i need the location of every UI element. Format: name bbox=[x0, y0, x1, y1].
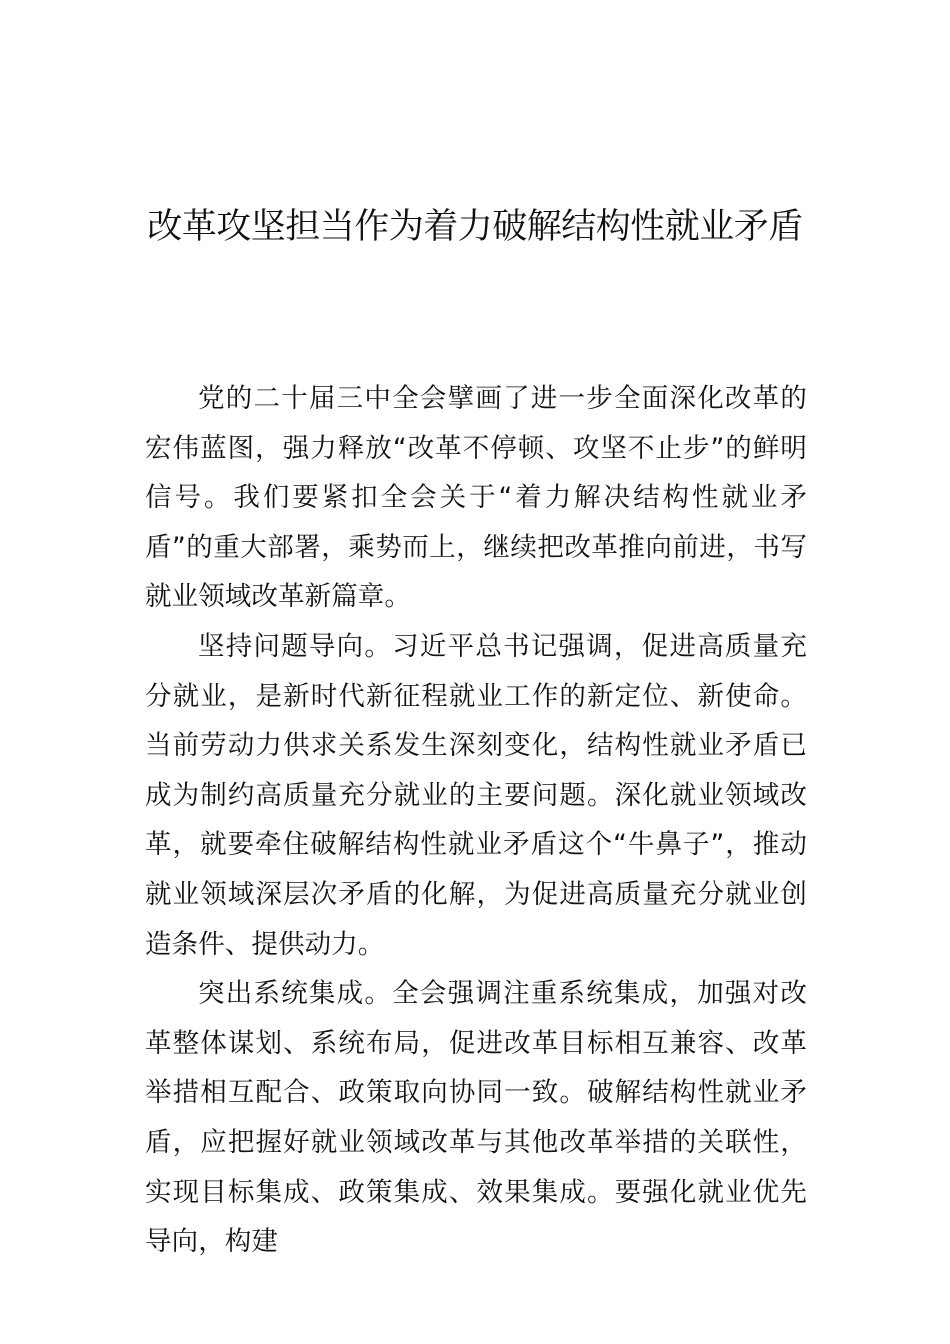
paragraph-problem-orientation: 坚持问题导向。习近平总书记强调，促进高质量充分就业，是新时代新征程就业工作的新定位、新使命。当前劳动力供求关系发生深刻变化，结构性就业矛盾已成为制约高质量充分就业的主要问题。深化就业领域改革，就要牵住破解结构性就业矛盾这个“牛鼻子”，推动就业领域深层次矛盾的化解，为促进高质量充分就业创造条件、提供动力。 bbox=[145, 630, 807, 960]
paragraph-system-integration: 突出系统集成。全会强调注重系统集成，加强对改革整体谋划、系统布局，促进改革目标相互兼容、改革举措相互配合、政策取向协同一致。破解结构性就业矛盾，应把握好就业领域改革与其他改革举措的关联性，实现目标集成、政策集成、效果集成。要强化就业优先导向，构建 bbox=[145, 978, 807, 1258]
paragraph-intro: 党的二十届三中全会擘画了进一步全面深化改革的宏伟蓝图，强力释放“改革不停顿、攻坚不止步”的鲜明信号。我们要紧扣全会关于“着力解决结构性就业矛盾”的重大部署，乘势而上，继续把改革推向前进，书写就业领域改革新篇章。 bbox=[145, 383, 807, 613]
document-body bbox=[145, 374, 807, 1267]
document-title: 改革攻坚担当作为着力破解结构性就业矛盾 bbox=[147, 207, 803, 247]
